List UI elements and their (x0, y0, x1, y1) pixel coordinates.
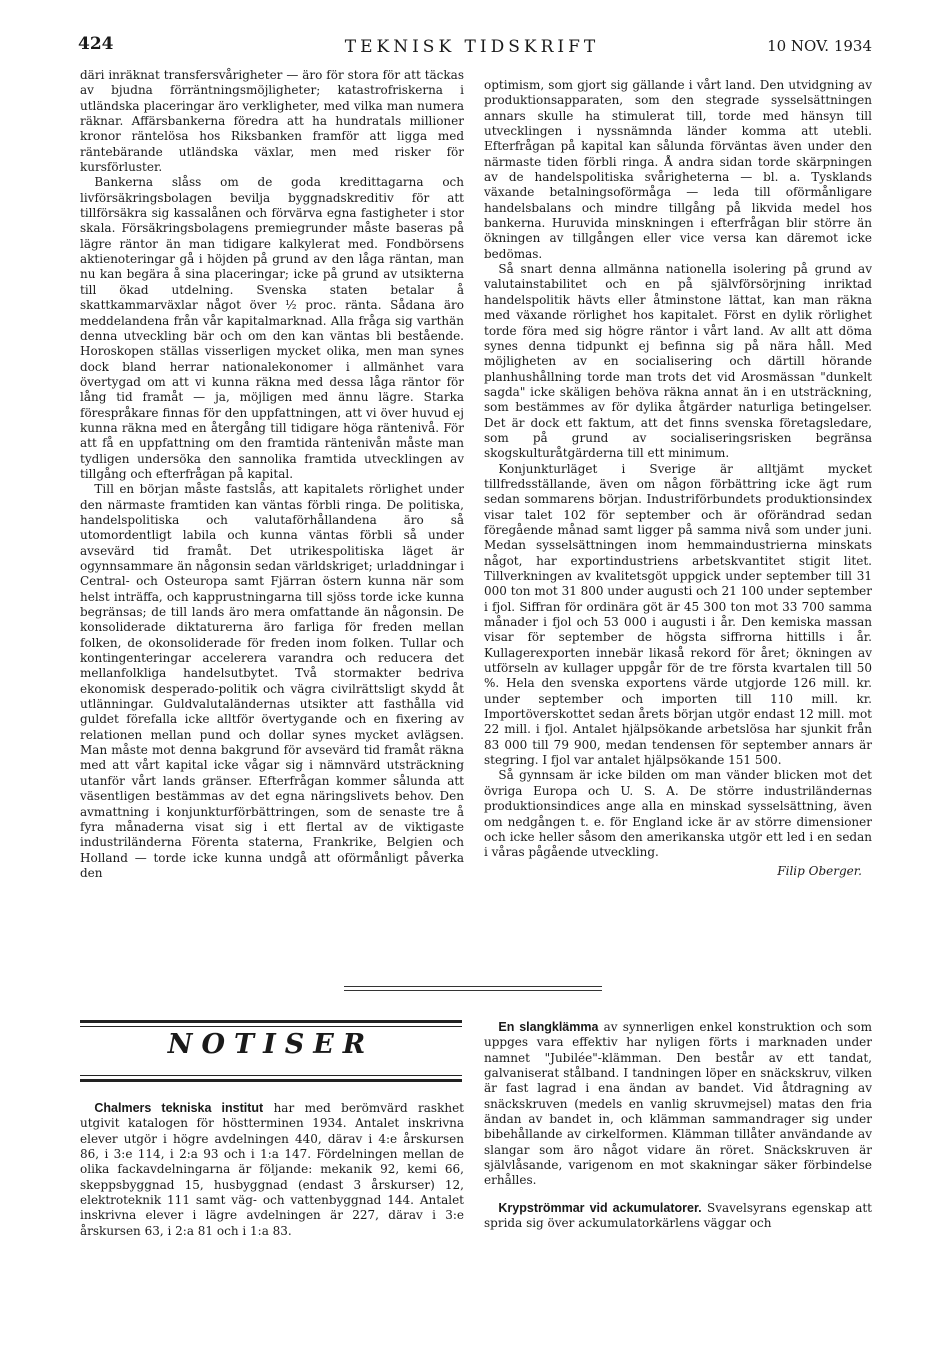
separator-rule (344, 990, 602, 991)
journal-title: TEKNISK TIDSKRIFT (344, 37, 600, 57)
separator-rule (344, 986, 602, 987)
issue-date: 10 NOV. 1934 (767, 37, 872, 55)
page-header (0, 34, 944, 64)
page-number: 424 (78, 34, 114, 54)
notiser-heading: NOTISER (167, 1029, 375, 1060)
heading-rule (80, 1020, 462, 1023)
heading-rule (80, 1079, 462, 1082)
heading-rule (80, 1075, 462, 1076)
heading-rule (80, 1026, 462, 1027)
notice-text: har med berömvärd raskhet utgivit katalogen för höstterminen 1934. Antalet inskrivna elever utgör i högre avdelningen 440, därav i 4:e årskursen 86, i 3:e 114, i 2:a 93 och i 1:a 147. Fördelningen mellan de olika fackavdelningarna är följande: mekanik 92, kemi 66, skeppsbyggnad 15, husbyggnad (endast 3 årskurser) 12, elektroteknik 111 samt väg- och vattenbyggnad 144. Antalet inskrivna elever i lägre avdelningen är 227, därav i 3:e årskursen 63, i 2:a 81 och i 1:a 83. (80, 1101, 464, 1238)
article-paragraph: Konjunkturläget i Sverige är alltjämt mycket tillfredsställande, även om någon förbättring icke ägt rum sedan sommarens början. Industriförbundets produktionsindex visar talet 102 för september och är oförändrad sedan föregående månad samt ligger på samma nivå som under juni. Medan sysselsättningen inom hemmaindustrierna minskats något, har exportindustriens arbetskvantitet stigit litet. Tillverkningen av kvalitetsgöt uppgick under september till 31 000 ton mot 31 800 under augusti och 21 100 under september i fjol. Siffran för ordinära göt är 45 300 ton mot 33 700 samma månader i fjol och 53 000 i augusti i år. Den kemiska massan visar för september de högsta siffrorna hittills i år. Kullagerexporten innebär likaså rekord för året; ökningen av utförseln av kullager uppgår för de tre första kvartalen till 50 %. Hela den svenska exportens värde utgjorde 126 mill. kr. under september och importen till 110 mill. kr. Importöverskottet sedan årets början utgör endast 12 mill. mot 22 mill. i fjol. Antalet hjälpsökande arbetslösa har sjunkit från 83 000 till 79 900, medan tendensen för september annars är stegring. I fjol var antalet hjälpsökande 151 500. (484, 461, 872, 768)
article-paragraph: Så snart denna allmänna nationella isolering på grund av valutainstabilitet och en på självförsörjning inriktad handelspolitik hävts eller åtminstone lättat, kan man räkna med växande rörlighet hos kapitalet. Först en dylik rörlighet torde föra med sig högre räntor i vårt land. Av allt att döma synes denna tidpunkt ej befinna sig på nära håll. Med möjligheten av en socialisering och därtill hörande planhushållning torde man trots det vid Arosmässan "dunkelt sagda" icke skäligen behöva räkna annat än i en utsträckning, som bestämmes av för dylika åtgärder naturliga betingelser. Det är dock ett faktum, att det finns svenska företagsledare, som på grund av socialiseringsrisken begränsa skogskulturåtgärderna till ett minimum. (484, 262, 872, 461)
article-paragraph: Så gynnsam är icke bilden om man vänder blicken mot det övriga Europa och U. S. A. De större industriländernas produktionsindices ange alla en minskad sysselsättning, även om nedgången t. e. för England icke är av större dimensioner och icke heller såsom den amerikanska utgör ett led i en sedan i våras pågående utveckling. (484, 768, 872, 860)
article-paragraph: däri inräknat transfersvårigheter — äro för stora för att täckas av bjudna förräntningsmöjligheter; katastrofriskerna i utländska placeringar äro verkligheter, med vilka man numera räknar. Affärsbankerna föredra att ha hundratals millioner kronor räntelösa hos Riksbanken framför att ligga med räntebärande utländska växlar, men med risker för kursförluster. (80, 68, 464, 175)
article-column-right (484, 78, 872, 879)
notiser-heading-box (80, 1020, 462, 1086)
notice-column-right (484, 1020, 872, 1231)
article-paragraph: optimism, som gjort sig gällande i vårt land. Den utvidgning av produktionsapparaten, som den stegrade sysselsättningen annars skulle ha stimulerat till, torde med hänsyn till utvecklingen i nyssnämnda länder komma att utebli. Efterfrågan på kapital kan sålunda förväntas även under den närmaste tiden förbli ringa. Å andra sidan torde skärpningen av de handelspolitiska svårigheterna — bl. a. Tysklands växande betalningsoförmåga — leda till oförmånligare handelsbalans och mindre tillgång på likvida medel hos bankerna. Huruvida minskningen i efterfrågan blir större än ökningen av tillgången eller vice versa kan däremot icke bedömas. (484, 78, 872, 261)
notice-title: En slangklämma (498, 1020, 599, 1034)
notice-item (80, 1101, 464, 1239)
notice-item (484, 1020, 872, 1189)
notice-text: Svavelsyrans egenskap att sprida sig över ackumulatorkärlens väggar och (484, 1200, 872, 1231)
notice-text: av synnerligen enkel konstruktion och som uppges vara effektiv har nyligen förts i marknaden under namnet "Jubilée"-klämman. Den består av ett tandat, galvaniserat stålband. I tandningen löper en snäckskruv, vilken är fast lagrad i ena ändan av bandet. Vid åtdragning av snäckskruven (medels en vanlig skruvmejsel) matas den fria ändan av bandet in, och klämman sammandrager sig under bibehållande av cirkelformen. Klämman tillåter användande av slangar som äro något vidare än röret. Snäckskruven är självlåsande, varigenom en mot skakningar säker förbindelse erhålles. (484, 1020, 872, 1188)
article-paragraph: Bankerna slåss om de goda kredittagarna och livförsäkringsbolagen bevilja byggnadskreditiv för att tillförsäkra sig kassalånen och förvärva egna fastigheter i stor skala. Försäkringsbolagens premiegrunder måste baseras på lägre räntor än man tidigare kalkylerat med. Fondbörsens aktienoteringar gå i höjden på grund av den låga räntan, man nu kan begära å sina placeringar; icke på grund av utsikterna till ökad utdelning. Svenska staten betalar å skattkammarväxlar något över ½ proc. ränta. Sådana äro meddelandena från vår kapitalmarknad. Alla fråga sig varthän denna utveckling bär och om den kan väntas bli bestående. Horoskopen ställas visserligen mycket olika, men man synes dock bland herrar nationalekonomer i allmänhet vara övertygad om att vi kunna räkna med dessa låga räntor för lång tid framåt — ja, möjligen med ännu lägre. Starka förespråkare finnas för den uppfattningen, att vi över huvud ej kunna räkna med en återgång till tidigare höga räntenivå. För att få en uppfattning om den framtida räntenivån måste man tydligen undersöka den sannolika framtida utvecklingen av tillgång och efterfrågan på kapital. (80, 175, 464, 481)
notice-item (484, 1201, 872, 1232)
article-column-left (80, 68, 464, 881)
article-paragraph: Till en början måste fastslås, att kapitalets rörlighet under den närmaste framtiden kan väntas förbli ringa. De politiska, handelspolitiska och valutaförhållandena äro så utomordentligt labila och kunna väntas förbli så under avsevärd tid framåt. Det utrikespolitiska läget är ogynnsammare än någonsin sedan världskriget; urladdningar i Central- och Osteuropa samt Fjärran östern kunna när som helst inträffa, och kapprustningarna till sjöss torde icke kunna begränsas; de till lands äro mera omfattande än någonsin. De konsoliderade diktaturerna äro farliga för freden mellan folken, de okonsoliderade för freden inom folken. Tullar och kontingenteringar accelerera varandra och reducera det mellanfolkliga handelsutbytet. Två stormakter bedriva ekonomisk desperado-politik och vägra civilrättsligt skydd åt utlänningar. Guldvalutaländernas utsikter att fasthålla vid guldet förefalla icke alltför övertygande och en fixering av relationen mellan pund och dollar synes mycket avlägsen. Man måste mot denna bakgrund för avsevärd tid framåt räkna med att vårt kapital icke vågar sig i nämnvärd utsträckning utanför vårt lands gränser. Efterfrågan kommer sålunda att väsentligen bestämmas av det egna näringslivets behov. Den avmattning i konjunkturförbättringen, som de senaste tre å fyra månaderna visat sig i ett flertal av de viktigaste industriländerna Förenta staterna, Frankrike, Belgien och Holland — torde icke kunna undgå att oförmånligt påverka den (80, 482, 464, 880)
notice-title: Chalmers tekniska institut (94, 1101, 264, 1115)
notice-title: Krypströmmar vid ackumulatorer. (498, 1200, 702, 1215)
notice-column-left (80, 1101, 464, 1239)
author-signature: Filip Oberger. (777, 863, 862, 878)
